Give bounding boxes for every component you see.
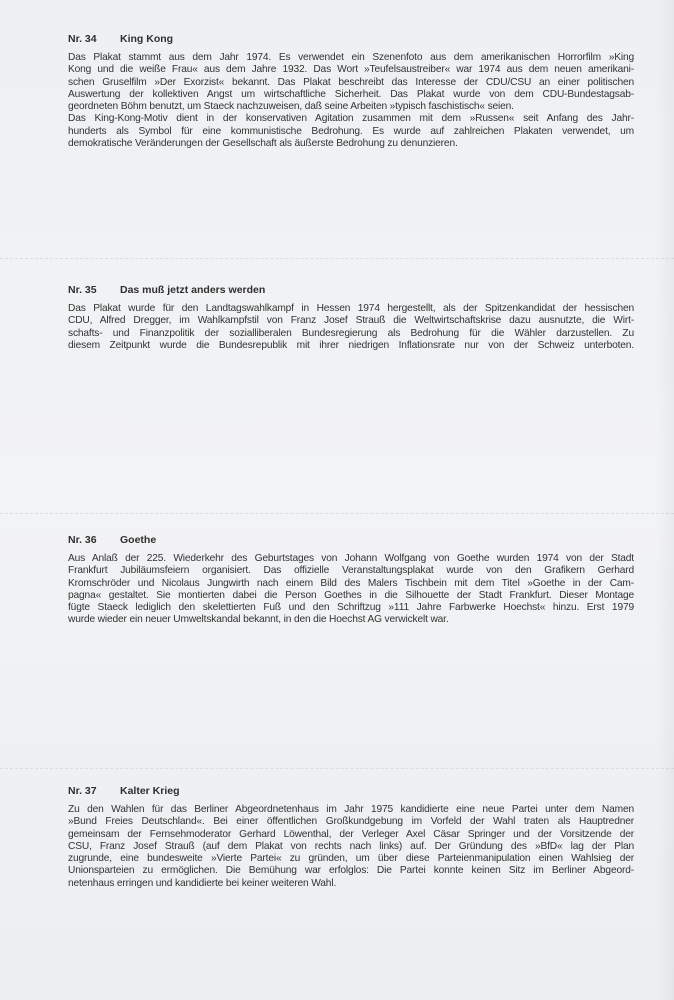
entry-title: Goethe [120, 534, 157, 546]
entry-number: Nr. 34 [68, 33, 97, 45]
entry-number: Nr. 37 [68, 785, 97, 797]
entry-title: King Kong [120, 33, 174, 45]
page-edge-shadow [656, 0, 674, 1000]
entry-heading [68, 534, 634, 546]
text-line: CSU, Franz Josef Strauß (auf dem Plakat von rechts nach links) auf. Der Gründung des »BfD« lag der Plan [68, 840, 634, 852]
entry-nr-35 [68, 284, 634, 352]
text-line: CDU, Alfred Dregger, im Wahlkampfstil von Franz Josef Strauß die Weltwirtschaftskrise dazu ausnutzte, die Wirt- [68, 315, 634, 327]
text-line: Zu den Wahlen für das Berliner Abgeordnetenhaus im Jahr 1975 kandidierte eine neue Partei unter dem Namen [68, 804, 634, 815]
fold-line [0, 768, 674, 770]
text-line: Das King-Kong-Motiv dient in der konservativen Agitation zusammen mit dem »Russen« seit Anfang des Jahr- [68, 113, 634, 125]
text-line: Aus Anlaß der 225. Wiederkehr des Geburtstages von Johann Wolfgang von Goethe wurden 1974 von der Stadt [68, 553, 634, 564]
text-line: zugrunde, eine bundesweite »Vierte Partei« zu gründen, um über diese Parteienmanipulation einen Wahlsieg der [68, 853, 634, 865]
text-line: Das Plakat wurde für den Landtagswahlkampf in Hessen 1974 hergestellt, als der Spitzenkandidat der hessischen [68, 303, 634, 314]
text-line: demokratische Veränderungen der Gesellschaft als äußerste Bedrohung zu denunzieren. [68, 138, 458, 150]
entry-nr-36 [68, 534, 634, 627]
entry-heading [68, 785, 634, 797]
entry-heading [68, 284, 634, 296]
text-line: netenhaus erringen und kandidierte bei keiner weiteren Wahl. [68, 877, 337, 889]
text-line: Das Plakat stammt aus dem Jahr 1974. Es verwendet ein Szenenfoto aus dem amerikanischen Horrorfilm »King [68, 52, 634, 63]
entry-nr-34 [68, 33, 634, 150]
entry-title: Das muß jetzt anders werden [120, 284, 266, 296]
text-line: gemeinsam der Fernsehmoderator Gerhard Löwenthal, der Verleger Axel Cäsar Springer und der Vorsitzende der [68, 828, 634, 840]
text-line: »Bund Freies Deutschland«. Bei einer öffentlichen Großkundgebung im Vorfeld der Wahl traten als Hauptredner [68, 816, 634, 828]
text-line: Frankfurt Jubiläumsfeiern organisiert. Das offizielle Veranstaltungsplakat wurde von den Grafikern Gerhard [68, 565, 634, 577]
text-line: schen Gruselfilm »Der Exorzist« bekannt. Das Plakat beschreibt das Interesse der CDU/CSU an einer politischen [68, 76, 634, 88]
text-line: diesem Zeitpunkt wurde die Bundesrepublik mit ihrer niedrigen Inflationsrate nur von der Schweiz unterboten. [68, 339, 634, 351]
text-line: wurde wieder ein neuer Umweltskandal bekannt, in den die Hoechst AG verwickelt war. [68, 614, 449, 626]
text-line: pagna« gestaltet. Sie montierten dabei die Person Goethes in die Silhouette der Stadt Frankfurt. Dieser Montage [68, 589, 634, 601]
text-line: Auswertung der kollektiven Angst um wirtschaftliche Sicherheit. Das Plakat wurde von dem CDU-Bundestagsab- [68, 88, 634, 100]
text-line: Kromschröder und Nicolaus Jungwirth nach einem Bild des Malers Tischbein mit dem Titel »Goethe in der Cam- [68, 577, 634, 589]
entry-title: Kalter Krieg [120, 785, 180, 797]
fold-line [0, 258, 674, 260]
text-line: geordneten Böhm benutzt, um Staeck nachzuweisen, daß seine Arbeiten »typisch faschistisch« seien. [68, 101, 514, 113]
entry-number: Nr. 36 [68, 534, 97, 546]
text-line: Kong und die weiße Frau« aus dem Jahre 1932. Das Wort »Teufelsaustreiber« war 1974 aus dem neuen amerikani- [68, 64, 634, 76]
text-line: hunderts als Symbol für eine kommunistische Bedrohung. Es wurde auf zahlreichen Plakaten verwendet, um [68, 125, 634, 137]
entry-heading [68, 33, 634, 45]
text-line: fügte Staeck lediglich den skelettierten Fuß und den Schriftzug »111 Jahre Farbwerke Hoechst« hinzu. Erst 1979 [68, 602, 634, 614]
text-line: Unionsparteien zu ermöglichen. Die Bemühung war erfolglos: Die Partei konnte keinen Sitz im Berliner Abgeord- [68, 865, 634, 877]
fold-line [0, 513, 674, 515]
entry-nr-37 [68, 785, 634, 890]
entry-number: Nr. 35 [68, 284, 97, 296]
text-line: schafts- und Finanzpolitik der sozialliberalen Bundesregierung als Bedrohung für die Wähler darzustellen. Zu [68, 327, 634, 339]
